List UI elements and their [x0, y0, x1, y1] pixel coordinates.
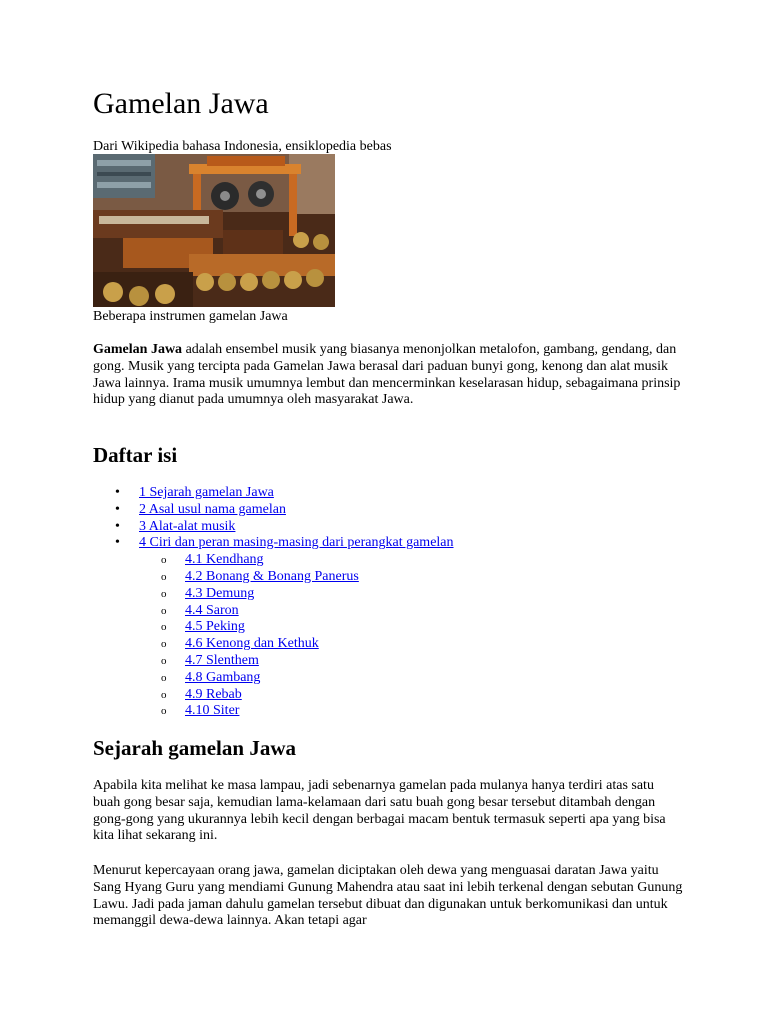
- section-paragraph: Menurut kepercayaan orang jawa, gamelan diciptakan oleh dewa yang menguasai daratan Jawa yaitu Sang Hyang Guru yang mendiami Gunung Mahendra atau saat ini lebih terkenal dengan sebutan Gunung Lawu. Jadi pada jaman dahulu gamelan tersebut dibuat dan digunakan untuk berkomunikasi dan untuk memanggil dewa-dewa lainnya. Akan tetapi agar: [93, 863, 683, 929]
- circle-bullet-icon: o: [161, 638, 167, 651]
- bonang-pot: [129, 286, 149, 306]
- bonang-pot: [155, 284, 175, 304]
- toc-link[interactable]: 3 Alat-alat musik: [139, 518, 236, 534]
- toc-subitem: [93, 569, 693, 586]
- toc-subitem: [93, 653, 693, 670]
- toc-sublink[interactable]: 4.2 Bonang & Bonang Panerus: [185, 568, 359, 584]
- toc-subitem: [93, 603, 693, 620]
- bonang-pot: [313, 234, 329, 250]
- bullet-icon: •: [115, 485, 120, 500]
- circle-bullet-icon: o: [161, 604, 167, 617]
- bonang-pot: [262, 271, 280, 289]
- toc-sublink[interactable]: 4.5 Peking: [185, 619, 245, 635]
- gamelan-photo: [93, 154, 335, 307]
- toc-subitem: [93, 687, 693, 704]
- bonang-pot: [284, 271, 302, 289]
- bonang-pot: [218, 273, 236, 291]
- circle-bullet-icon: o: [161, 621, 167, 634]
- bonang-pot: [103, 282, 123, 302]
- bullet-icon: •: [115, 501, 120, 517]
- section-heading: Sejarah gamelan Jawa: [93, 736, 296, 760]
- saron-keys: [99, 216, 209, 224]
- photo-tapestry-pattern: [97, 182, 151, 188]
- toc-sublink[interactable]: 4.8 Gambang: [185, 669, 261, 685]
- toc-item: [93, 519, 693, 536]
- circle-bullet-icon: o: [161, 705, 167, 718]
- toc-sublink[interactable]: 4.9 Rebab: [185, 686, 242, 702]
- intro-term: Gamelan Jawa: [93, 342, 183, 357]
- photo-tapestry-pattern: [97, 172, 151, 176]
- toc-link[interactable]: 4 Ciri dan peran masing-masing dari perangkat gamelan: [139, 535, 454, 551]
- toc-item: [93, 502, 693, 519]
- circle-bullet-icon: o: [161, 654, 167, 667]
- intro-paragraph: [93, 342, 683, 409]
- hanging-gong: [256, 189, 266, 199]
- toc-link[interactable]: 1 Sejarah gamelan Jawa: [139, 485, 274, 500]
- toc-heading: Daftar isi: [93, 443, 178, 467]
- toc-sublink[interactable]: 4.3 Demung: [185, 585, 255, 601]
- toc-subitem: [93, 552, 693, 569]
- image-caption: Beberapa instrumen gamelan Jawa: [93, 309, 288, 324]
- page-title: Gamelan Jawa: [93, 87, 269, 120]
- toc-item: [93, 535, 693, 552]
- bonang-pot: [240, 273, 258, 291]
- circle-bullet-icon: o: [161, 671, 167, 684]
- page-subtitle: Dari Wikipedia bahasa Indonesia, ensiklopedia bebas: [93, 139, 392, 154]
- toc-sublink[interactable]: 4.6 Kenong dan Kethuk: [185, 636, 319, 652]
- photo-tapestry-pattern: [97, 160, 151, 166]
- bonang-pot: [196, 273, 214, 291]
- bonang-pot: [306, 269, 324, 287]
- toc-sublink[interactable]: 4.1 Kendhang: [185, 552, 264, 568]
- toc-subitem: [93, 619, 693, 636]
- toc-link[interactable]: 2 Asal usul nama gamelan: [139, 501, 286, 517]
- bonang-pot: [293, 232, 309, 248]
- toc-sublink[interactable]: 4.7 Slenthem: [185, 652, 259, 668]
- circle-bullet-icon: o: [161, 570, 167, 583]
- circle-bullet-icon: o: [161, 587, 167, 600]
- toc-sublink[interactable]: 4.4 Saron: [185, 602, 239, 618]
- bullet-icon: •: [115, 518, 120, 534]
- toc-subitem: [93, 703, 693, 720]
- circle-bullet-icon: o: [161, 554, 167, 567]
- toc-subitem: [93, 670, 693, 687]
- gong-frame-finial: [207, 156, 285, 166]
- toc-subitem: [93, 636, 693, 653]
- toc-sublink[interactable]: 4.10 Siter: [185, 703, 240, 719]
- toc-item: [93, 485, 693, 502]
- intro-text: adalah ensembel musik yang biasanya menonjolkan metalofon, gambang, gendang, dan gong. Musik yang tercipta pada Gamelan Jawa berasal dari paduan bunyi gong, kenong dan alat musik Jawa lainnya. Irama musik umumnya lembut dan mencerminkan keselarasan hidup, sebagaimana prinsip hidup yang dianut pada umumnya oleh masyarakat Jawa.: [93, 342, 681, 408]
- section-paragraph: Apabila kita melihat ke masa lampau, jadi sebenarnya gamelan pada mulanya hanya terdiri atas satu buah gong besar saja, kemudian lama-kelamaan dari satu buah gong besar tersebut ditambah dengan gong-gong yang ukurannya lebih kecil dengan berbagai macam bentuk termasuk seperti apa yang bisa kita lihat sekarang ini.: [93, 778, 666, 844]
- instrument-body: [223, 230, 283, 254]
- circle-bullet-icon: o: [161, 688, 167, 701]
- gong-frame-post: [289, 164, 297, 236]
- toc-subitem: [93, 586, 693, 603]
- bullet-icon: •: [115, 535, 120, 551]
- table-of-contents: [93, 485, 693, 720]
- hanging-gong: [220, 191, 230, 201]
